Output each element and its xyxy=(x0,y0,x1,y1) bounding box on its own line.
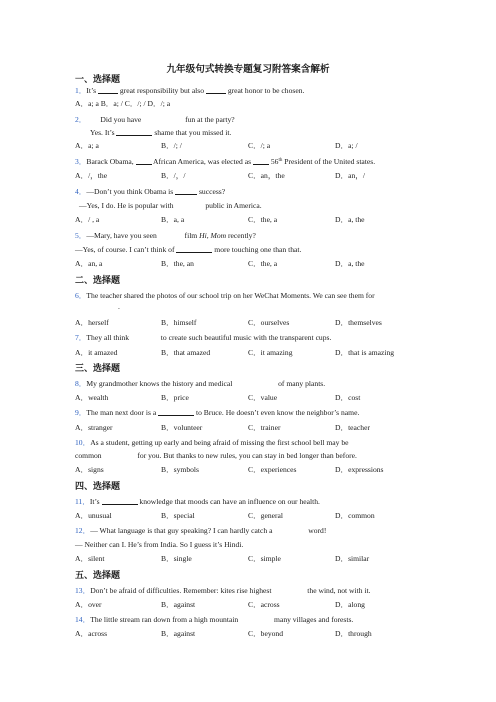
option-a: A．signs xyxy=(75,465,104,474)
question-number: 13． xyxy=(75,586,91,595)
option-b: B．against xyxy=(161,629,196,638)
question-text: 56 xyxy=(268,157,279,166)
question-3 xyxy=(75,157,375,167)
answer-blank xyxy=(253,157,269,165)
question-10 xyxy=(75,438,349,448)
question-text: public in America. xyxy=(203,201,262,210)
question-text: My grandmother knows the history and medical xyxy=(86,379,235,388)
question-text: to Bruce. He doesn’t even know the neighbor’s name. xyxy=(194,408,360,417)
option-b: B．/; / xyxy=(161,141,182,150)
question-text: film xyxy=(182,231,200,240)
option-a: A．an, a xyxy=(75,259,103,268)
question-text: Did you have xyxy=(100,115,144,124)
option-c: C．value xyxy=(248,393,278,402)
option-d: D．an，/ xyxy=(335,171,365,180)
option-b: B．/，/ xyxy=(161,171,186,180)
question-number: 14． xyxy=(75,615,91,624)
question-4 xyxy=(75,187,225,197)
option-a: A．it amazed xyxy=(75,348,118,357)
answer-blank xyxy=(206,86,226,94)
question-text: Yes. It’s xyxy=(90,128,117,137)
film-title: Hi, Mom xyxy=(199,231,227,240)
option-a: A．over xyxy=(75,600,102,609)
option-a: A．across xyxy=(75,629,108,638)
question-12-line-2: — Neither can I. He’s from India. So I guess it’s Hindi. xyxy=(75,540,244,549)
option-b: B．symbols xyxy=(161,465,199,474)
question-6-line-2: . xyxy=(118,302,120,311)
section-heading-5: 五、选择题 xyxy=(75,570,121,580)
option-c: C．the, a xyxy=(248,259,278,268)
question-text: President of the United states. xyxy=(282,157,376,166)
question-11 xyxy=(75,497,320,507)
option-b: B．the, an xyxy=(161,259,194,268)
option-d: D．a, the xyxy=(335,215,365,224)
option-a: A．wealth xyxy=(75,393,109,402)
option-d: D．expressions xyxy=(335,465,384,474)
option-c: C．simple xyxy=(248,554,281,563)
question-number: 6． xyxy=(75,291,87,300)
question-text: the wind, not with it. xyxy=(305,586,371,595)
option-c: C．beyond xyxy=(248,629,284,638)
question-number: 2． xyxy=(75,115,87,124)
option-c: C．/; a xyxy=(248,141,271,150)
question-number: 3． xyxy=(75,157,87,166)
answer-blank xyxy=(102,497,138,505)
question-number: 9． xyxy=(75,408,87,417)
option-c: C．trainer xyxy=(248,423,281,432)
section-heading-4: 四、选择题 xyxy=(75,481,121,491)
option-a: A．a; a xyxy=(75,141,99,150)
question-text: more touching one than that. xyxy=(212,245,302,254)
question-text: —Yes, I do. He is popular with xyxy=(79,201,176,210)
question-text: Barack Obama, xyxy=(86,157,136,166)
question-text: fun at the party? xyxy=(183,115,235,124)
question-5-line-2 xyxy=(75,245,301,255)
answer-blank xyxy=(136,157,152,165)
question-text: The man next door is a xyxy=(86,408,159,417)
question-8 xyxy=(75,379,325,389)
question-text: shame that you missed it. xyxy=(152,128,232,137)
question-number: 10． xyxy=(75,438,91,447)
option-d: D．along xyxy=(335,600,365,609)
question-text: The teacher shared the photos of our school trip on her WeChat Moments. We can see them for xyxy=(86,291,375,300)
option-c: C．across xyxy=(248,600,280,609)
question-number: 7． xyxy=(75,333,87,342)
question-text: for you. But thanks to new rules, you can stay in bed longer than before. xyxy=(135,451,357,460)
answer-blank xyxy=(158,408,194,416)
option-d: D．similar xyxy=(335,554,370,563)
answer-blank xyxy=(98,86,118,94)
answer-blank xyxy=(176,245,212,253)
question-number: 4． xyxy=(75,187,87,196)
question-text: — What language is that guy speaking? I can hardly catch a xyxy=(90,526,275,535)
option-d: D．that is amazing xyxy=(335,348,395,357)
section-heading-3: 三、选择题 xyxy=(75,363,121,373)
question-text: word! xyxy=(306,526,327,535)
question-9 xyxy=(75,408,359,418)
question-5 xyxy=(75,231,256,241)
question-text: great responsibility but also xyxy=(118,86,206,95)
option-b: B．special xyxy=(161,511,195,520)
question-text: great honor to be chosen. xyxy=(225,86,305,95)
option-c: C．general xyxy=(248,511,284,520)
section-heading-1: 一、选择题 xyxy=(75,74,121,84)
question-number: 12． xyxy=(75,526,91,535)
question-text: to create such beautiful music with the transparent cups. xyxy=(158,333,332,342)
option-a: A．/ , a xyxy=(75,215,100,224)
question-text: It’s xyxy=(89,497,102,506)
question-text: —Don’t you think Obama is xyxy=(86,187,176,196)
option-c: C．the, a xyxy=(248,215,278,224)
option-d: D．cost xyxy=(335,393,361,402)
option-b: B．volunteer xyxy=(161,423,203,432)
question-text: success? xyxy=(197,187,226,196)
option-d: D．teacher xyxy=(335,423,370,432)
question-4-line-2 xyxy=(79,201,262,211)
option-d: D．a; / xyxy=(335,141,358,150)
question-text: The little stream ran down from a high mountain xyxy=(90,615,241,624)
question-text: It’s xyxy=(86,86,98,95)
page-title: 九年级句式转换专题复习附答案含解析 xyxy=(166,64,330,75)
answer-blank xyxy=(175,187,197,195)
option-a: A．unusual xyxy=(75,511,112,520)
option-a: A．/，the xyxy=(75,171,108,180)
question-text: common xyxy=(75,451,104,460)
question-2 xyxy=(75,115,235,125)
question-number: 11． xyxy=(75,497,90,506)
option-d: D．themselves xyxy=(335,318,382,327)
question-6 xyxy=(75,291,375,301)
question-13 xyxy=(75,586,371,596)
option-d: D．a, the xyxy=(335,259,365,268)
option-b: B．that amazed xyxy=(161,348,211,357)
option-c: C．ourselves xyxy=(248,318,290,327)
option-a: A．herself xyxy=(75,318,109,327)
question-1-options: A．a; a B．a; / C．/; / D．/; a xyxy=(75,99,171,108)
answer-blank xyxy=(116,128,152,136)
question-number: 1． xyxy=(75,86,87,95)
question-2-line-2 xyxy=(90,128,231,138)
option-d: D．common xyxy=(335,511,375,520)
question-text: —Mary, have you seen xyxy=(86,231,159,240)
option-b: B．single xyxy=(161,554,192,563)
question-text: Don’t be afraid of difficulties. Remember: kites rise highest xyxy=(90,586,274,595)
option-c: C．it amazing xyxy=(248,348,293,357)
question-10-line-2 xyxy=(75,451,357,461)
question-1 xyxy=(75,86,304,96)
option-c: C．experiences xyxy=(248,465,297,474)
question-text: They all think xyxy=(86,333,131,342)
question-text: many villages and forests. xyxy=(272,615,354,624)
question-text: African America, was elected as xyxy=(151,157,253,166)
option-c: C．an，the xyxy=(248,171,285,180)
question-number: 8． xyxy=(75,379,87,388)
superscript: th xyxy=(278,158,283,163)
question-text: As a student, getting up early and being afraid of missing the first school bell may be xyxy=(90,438,349,447)
question-text: of many plants. xyxy=(276,379,326,388)
question-number: 5． xyxy=(75,231,87,240)
question-14 xyxy=(75,615,353,625)
question-12 xyxy=(75,526,326,536)
option-a: A．stranger xyxy=(75,423,113,432)
option-d: D．through xyxy=(335,629,372,638)
option-b: B．a, a xyxy=(161,215,185,224)
option-b: B．price xyxy=(161,393,189,402)
question-7 xyxy=(75,333,331,343)
option-a: A．silent xyxy=(75,554,105,563)
option-b: B．against xyxy=(161,600,196,609)
question-text: recently? xyxy=(226,231,256,240)
question-text: knowledge that moods can have an influence on our health. xyxy=(137,497,320,506)
option-b: B．himself xyxy=(161,318,197,327)
question-text: —Yes, of course. I can’t think of xyxy=(75,245,177,254)
section-heading-2: 二、选择题 xyxy=(75,275,121,285)
